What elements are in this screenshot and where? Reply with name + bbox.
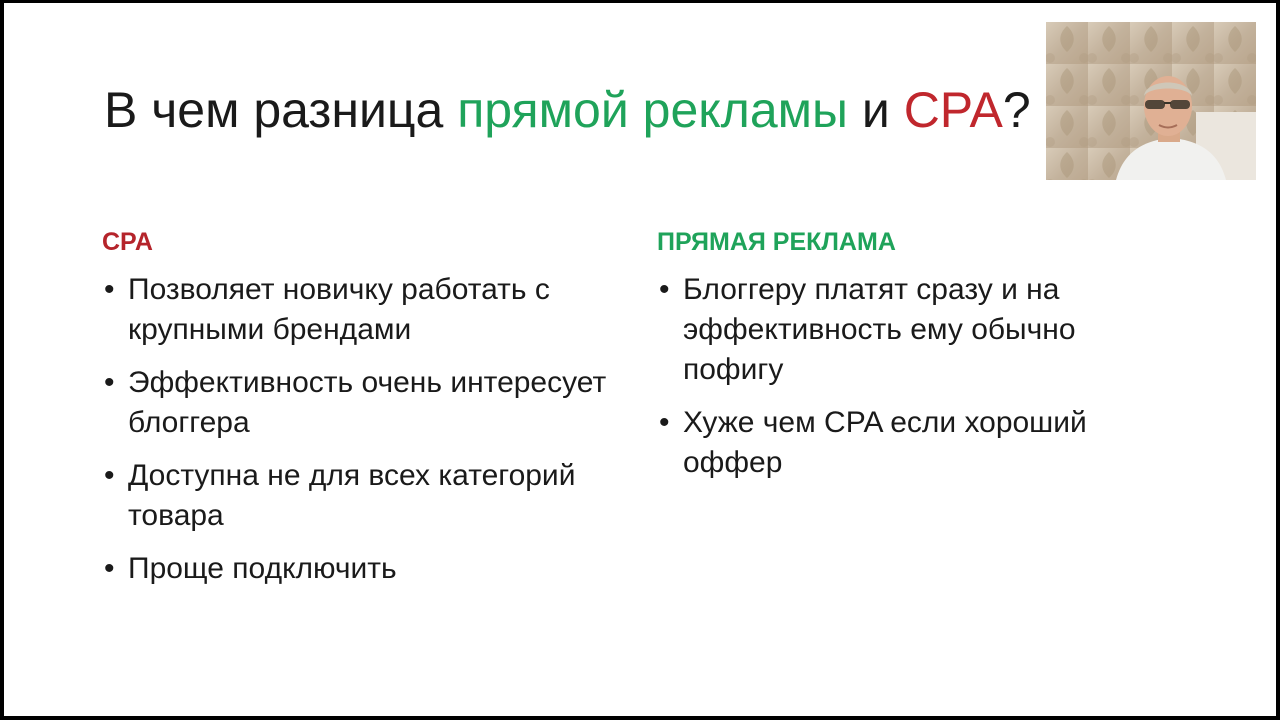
bullet-text: Эффективность очень интересует блоггера xyxy=(128,366,607,439)
list-item xyxy=(102,456,622,536)
cpa-bullet-list xyxy=(102,270,622,589)
cpa-heading: CPA xyxy=(102,228,153,256)
title-part-direct-ads: прямой рекламы xyxy=(457,82,848,138)
direct-ads-column xyxy=(657,228,1177,496)
direct-ads-heading: ПРЯМАЯ РЕКЛАМА xyxy=(657,228,896,256)
title-part-3: и xyxy=(847,82,904,138)
title-part-cpa: CPA xyxy=(903,82,1003,138)
list-item xyxy=(102,363,622,443)
list-item xyxy=(102,270,622,350)
bullet-text: Блоггеру платят сразу и на эффективность ему обычно пофигу xyxy=(683,273,1076,386)
person-webcam-image xyxy=(1046,22,1256,180)
bullet-icon: • xyxy=(104,273,115,306)
direct-ads-bullet-list xyxy=(657,270,1177,483)
bullet-icon: • xyxy=(104,366,115,399)
list-item xyxy=(657,270,1177,390)
bullet-text: Доступна не для всех категорий товара xyxy=(128,459,576,532)
bullet-icon: • xyxy=(659,406,670,439)
bullet-icon: • xyxy=(104,552,115,585)
title-part-question: ? xyxy=(1002,82,1031,138)
bullet-text: Хуже чем CPA если хороший оффер xyxy=(683,406,1087,479)
bullet-icon: • xyxy=(659,273,670,306)
slide-title xyxy=(104,75,1031,145)
bullet-text: Проще подключить xyxy=(128,552,397,585)
bullet-text: Позволяет новичку работать с крупными брендами xyxy=(128,273,550,346)
list-item xyxy=(657,403,1177,483)
cpa-column xyxy=(102,228,622,602)
list-item xyxy=(102,549,622,589)
webcam-overlay xyxy=(1046,22,1256,180)
title-part-1: В чем разница xyxy=(104,82,458,138)
bullet-icon: • xyxy=(104,459,115,492)
